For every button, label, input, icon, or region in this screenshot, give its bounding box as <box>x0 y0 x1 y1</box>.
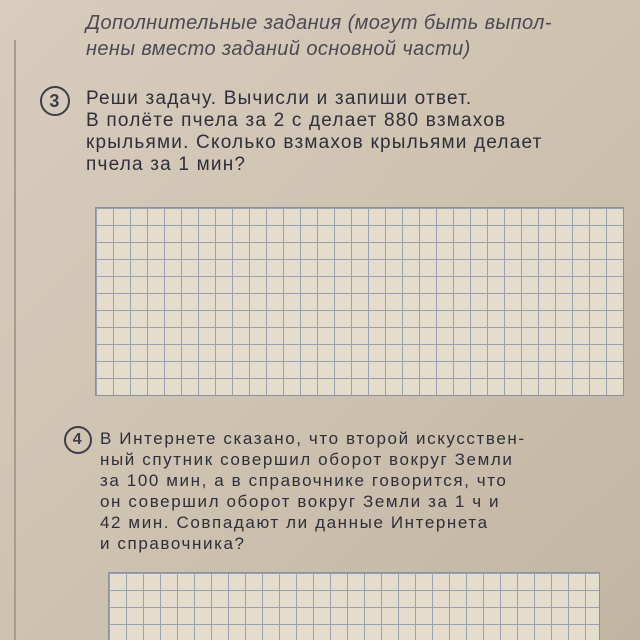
task-4 <box>64 428 624 554</box>
task-4-text <box>100 428 624 554</box>
task-3-line-3: крыльями. Сколько взмахов крыльями делает <box>86 132 543 153</box>
task-3-text <box>86 88 640 176</box>
answer-grid-task-4[interactable] <box>108 572 600 640</box>
task-4-line-3: за 100 мин, а в справочнике говорится, что <box>100 471 508 490</box>
task-number-badge: 4 <box>64 426 92 454</box>
section-header <box>86 10 640 62</box>
task-4-line-6: и справочника? <box>100 534 246 553</box>
answer-grid-task-3[interactable] <box>95 207 624 396</box>
task-3-line-4: пчела за 1 мин? <box>86 154 247 175</box>
task-4-line-5: 42 мин. Совпадают ли данные Интернета <box>100 513 489 532</box>
header-line-1: Дополнительные задания (могут быть выпол- <box>86 12 552 34</box>
task-4-line-2: ный спутник совершил оборот вокруг Земли <box>100 450 514 469</box>
task-3-line-2: В полёте пчела за 2 с делает 880 взмахов <box>86 110 507 131</box>
page-margin-line <box>14 40 16 640</box>
task-number-badge: 3 <box>40 86 70 116</box>
task-4-line-4: он совершил оборот вокруг Земли за 1 ч и <box>100 492 501 511</box>
task-4-line-1: В Интернете сказано, что второй искусствен- <box>100 429 526 448</box>
task-3 <box>40 88 640 176</box>
header-line-2: нены вместо заданий основной части) <box>86 38 471 60</box>
task-3-line-1: Реши задачу. Вычисли и запиши ответ. <box>86 88 473 109</box>
